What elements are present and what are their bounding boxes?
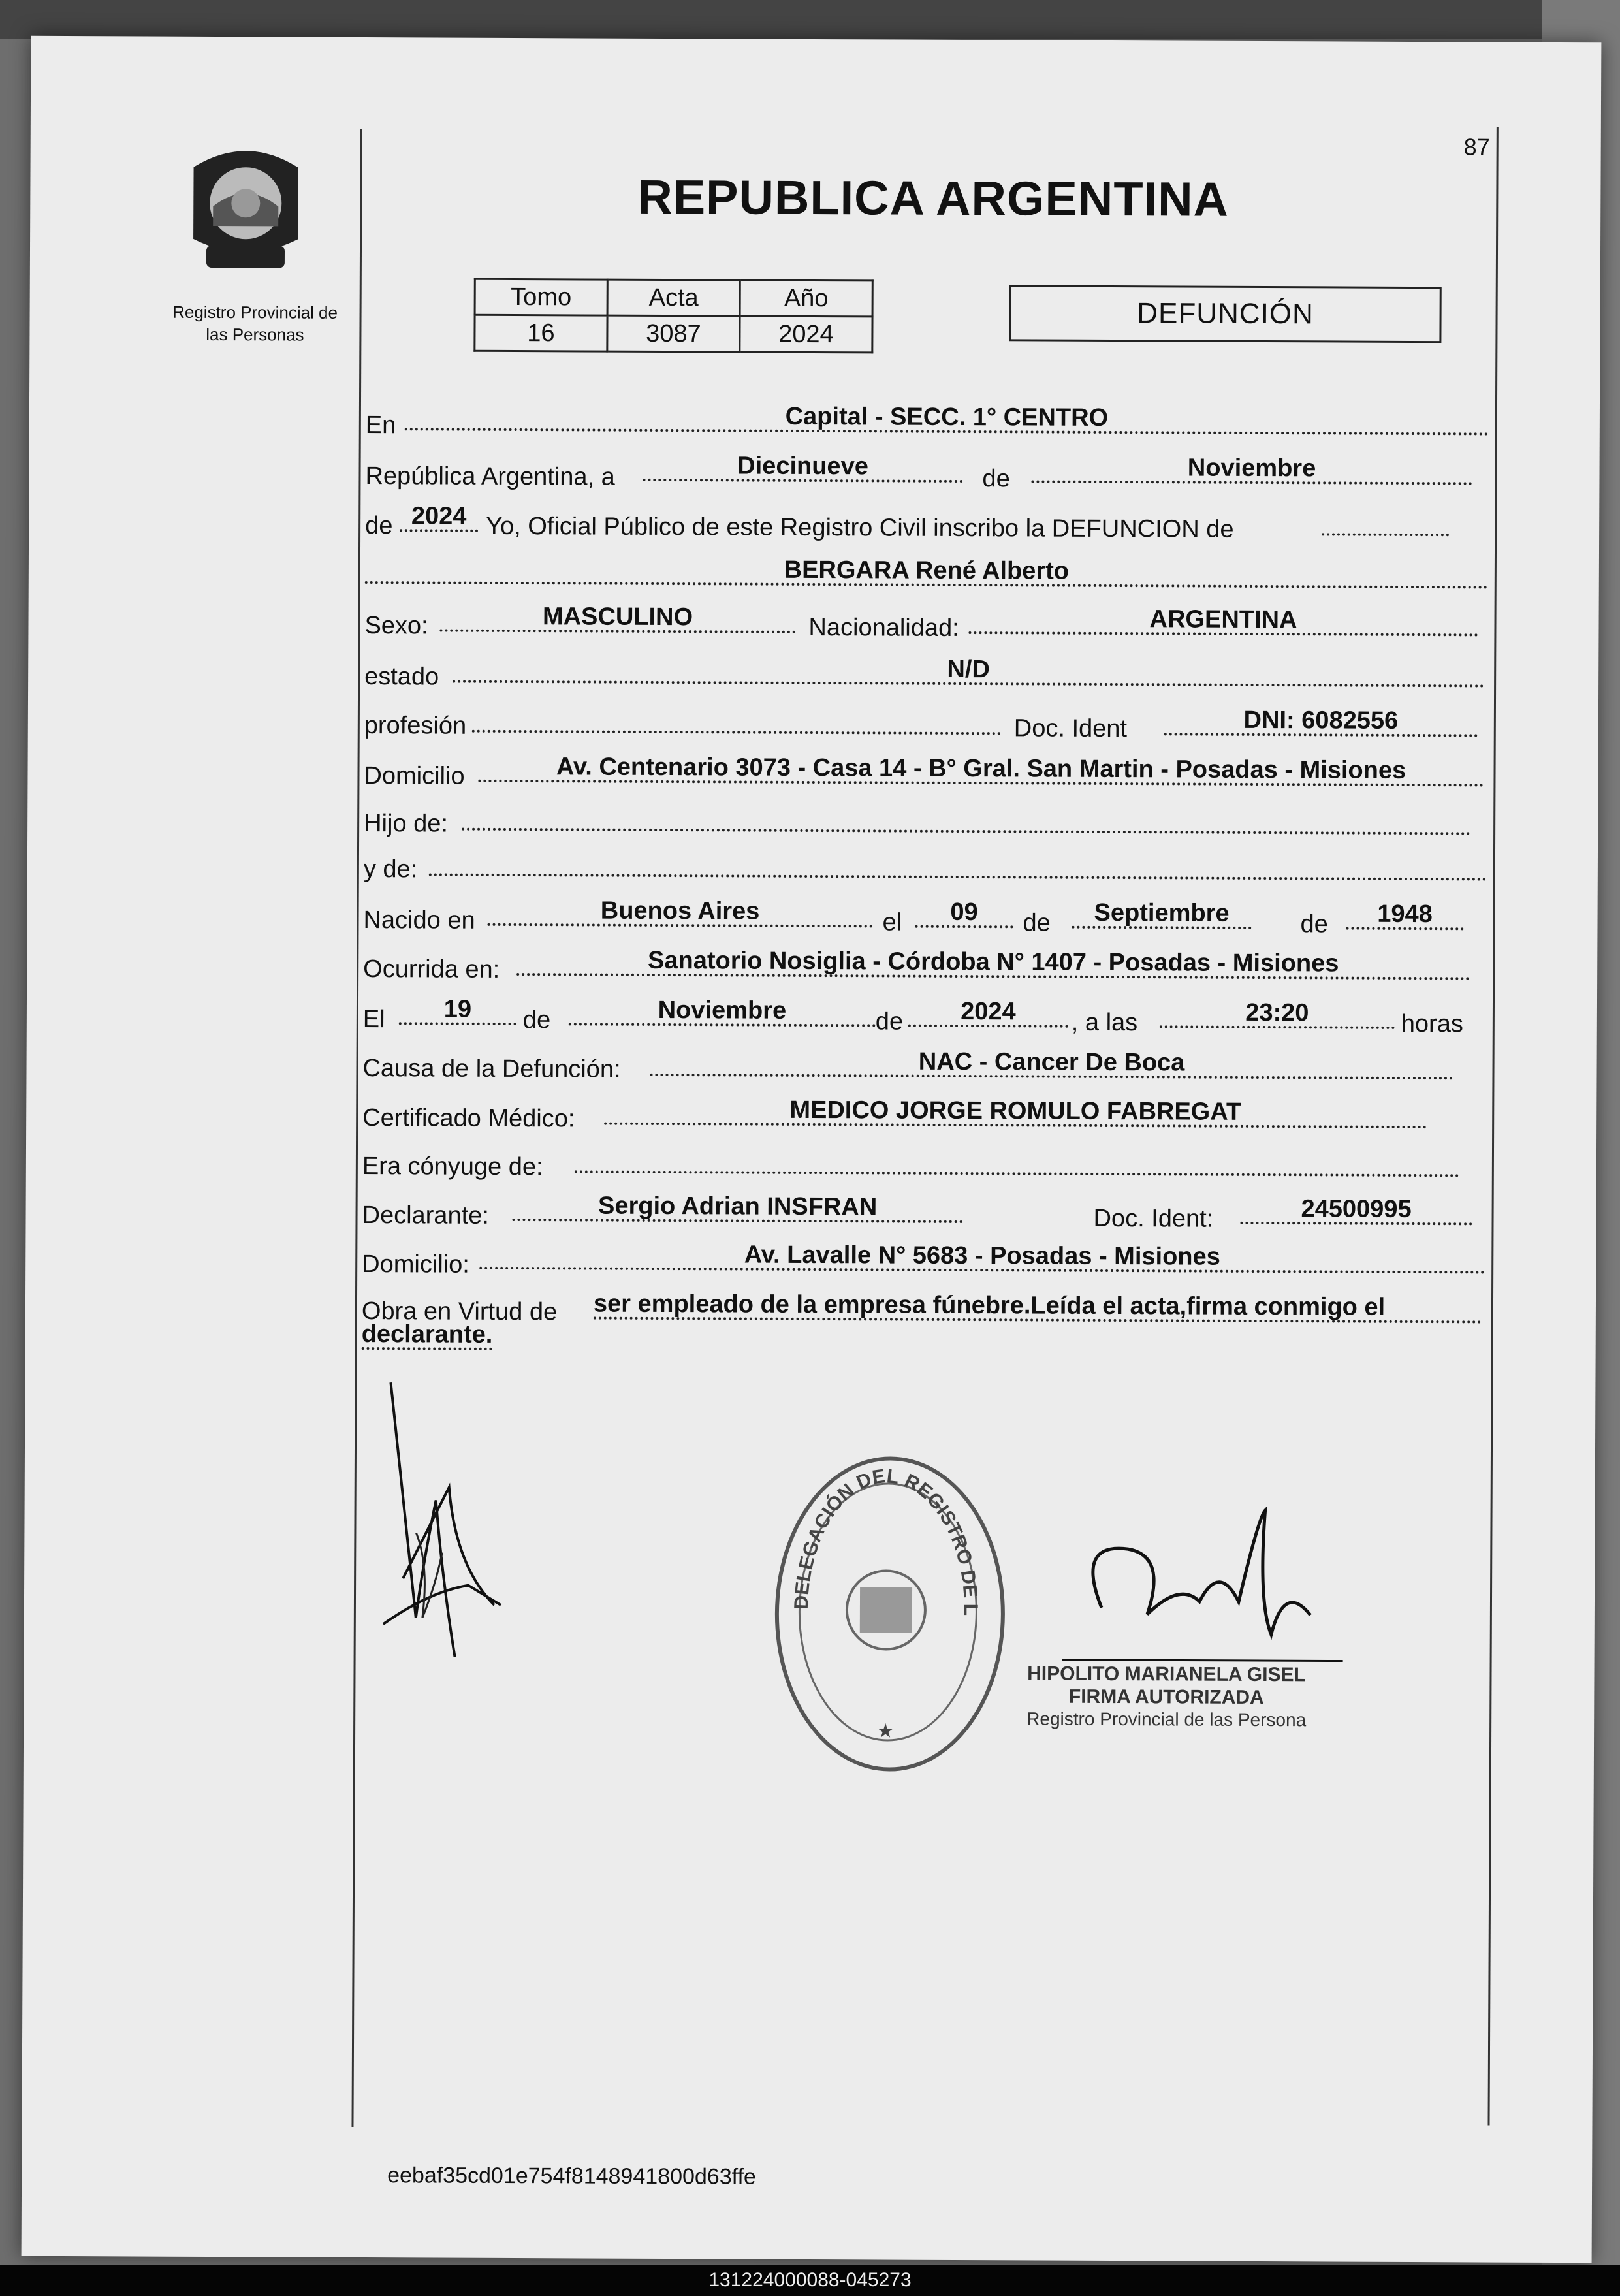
- registry-name-line1: Registro Provincial de: [172, 302, 338, 323]
- horas-label: horas: [1401, 1010, 1463, 1038]
- el-label: el: [882, 908, 902, 936]
- certificado-field: MEDICO JORGE ROMULO FABREGAT: [604, 1096, 1427, 1128]
- el-label-2: El: [362, 1006, 385, 1034]
- signer-name: HIPOLITO MARIANELA GISEL: [1027, 1663, 1306, 1686]
- alas-label: , a las: [1071, 1008, 1138, 1037]
- declarante-domicilio-field: Av. Lavalle N° 5683 - Posadas - Misiones: [479, 1241, 1485, 1274]
- de-label-6: de: [875, 1008, 904, 1036]
- domicilio-label-2: Domicilio:: [362, 1250, 470, 1279]
- declarante-doc-field: 24500995: [1241, 1196, 1472, 1226]
- death-time-field: 23:20: [1160, 999, 1395, 1029]
- hijo-field: [462, 802, 1470, 835]
- domicilio-field: Av. Centenario 3073 - Casa 14 - B° Gral. San Martin - Posadas - Misiones: [478, 754, 1484, 787]
- signer-org: Registro Provincial de las Persona: [1026, 1708, 1307, 1730]
- scan-background-top: [0, 0, 1620, 39]
- ano-value: 2024: [740, 316, 872, 353]
- acta-value: 3087: [607, 315, 740, 352]
- record-table: [473, 278, 873, 354]
- causa-field: NAC - Cancer De Boca: [650, 1047, 1453, 1079]
- right-margin-line: [1487, 127, 1498, 2126]
- tomo-value: 16: [475, 315, 607, 351]
- statement-continuation-line: [1322, 507, 1449, 536]
- obra-field-line1: ser empleado de la empresa fúnebre.Leída el acta,firma conmigo el: [594, 1291, 1482, 1324]
- profesion-label: profesión: [364, 712, 467, 740]
- doc-ident-label: Doc. Ident: [1013, 714, 1128, 743]
- stamp-text-arc: DELEGACIÓN DEL REGISTRO DE LAS: [790, 1465, 981, 1616]
- death-year-field: 2024: [908, 998, 1068, 1028]
- document-hash: eebaf35cd01e754f8148941800d63ffe: [387, 2163, 756, 2190]
- registration-year-field: 2024: [400, 503, 478, 532]
- conyuge-field: [575, 1144, 1459, 1177]
- doc-ident-field: DNI: 6082556: [1164, 707, 1478, 737]
- page-number: 87: [1463, 133, 1490, 161]
- de-label-2: de: [365, 512, 393, 540]
- yde-field: [429, 847, 1487, 880]
- declarante-label: Declarante:: [362, 1201, 489, 1230]
- deceased-name-field: BERGARA René Alberto: [365, 555, 1488, 589]
- de-label-5: de: [522, 1006, 551, 1034]
- estado-field: N/D: [453, 654, 1484, 688]
- certificate-page: [22, 36, 1602, 2263]
- causa-label: Causa de la Defunción:: [362, 1055, 621, 1083]
- death-place-field: Sanatorio Nosiglia - Córdoba N° 1407 - Posadas - Misiones: [516, 947, 1470, 980]
- sexo-label: Sexo:: [364, 612, 428, 640]
- record-table-value-row: [475, 315, 872, 353]
- sexo-field: MASCULINO: [439, 603, 795, 633]
- de-label-1: de: [982, 465, 1010, 493]
- registration-month-field: Noviembre: [1031, 454, 1472, 485]
- birth-day-field: 09: [915, 899, 1013, 929]
- registry-name-line2: las Personas: [206, 324, 304, 345]
- certificado-label: Certificado Médico:: [362, 1104, 575, 1133]
- declarant-signature: [376, 1369, 534, 1680]
- ocurrida-label: Ocurrida en:: [363, 955, 500, 983]
- nacido-label: Nacido en: [363, 906, 475, 934]
- header-tomo: Tomo: [475, 279, 607, 315]
- nacionalidad-field: ARGENTINA: [968, 605, 1478, 636]
- svg-text:★: ★: [876, 1720, 895, 1742]
- hijo-label: Hijo de:: [364, 810, 449, 838]
- birth-month-field: Septiembre: [1072, 900, 1251, 929]
- province-logo: [180, 141, 311, 289]
- document-type: DEFUNCIÓN: [1137, 297, 1314, 330]
- record-table-header-row: [475, 279, 872, 317]
- death-day-field: 19: [399, 996, 516, 1025]
- header-ano: Año: [740, 280, 872, 317]
- de-label-3: de: [1023, 909, 1051, 937]
- left-margin-line: [351, 129, 362, 2127]
- page-title: REPUBLICA ARGENTINA: [637, 169, 1230, 227]
- footer-code: 131224000088-045273: [708, 2269, 912, 2291]
- obra-field-line2: declarante.: [362, 1321, 492, 1350]
- registration-day-field: Diecinueve: [643, 453, 962, 483]
- conyuge-label: Era cónyuge de:: [362, 1153, 543, 1181]
- document-type-box: [1009, 285, 1441, 343]
- obra-label: Obra en Virtud de: [361, 1297, 558, 1326]
- header-acta: Acta: [607, 279, 740, 316]
- oficial-statement: Yo, Oficial Público de este Registro Civil inscribo la DEFUNCION de: [486, 512, 1234, 543]
- death-month-field: Noviembre: [569, 997, 876, 1027]
- signer-role: FIRMA AUTORIZADA: [1068, 1685, 1264, 1709]
- official-stamp-text: [774, 1456, 998, 1764]
- yde-label: y de:: [363, 855, 418, 884]
- republica-label: República Argentina, a: [365, 462, 615, 491]
- en-label: En: [365, 411, 396, 439]
- scan-footer: [0, 2265, 1620, 2296]
- doc-ident-label-2: Doc. Ident:: [1093, 1204, 1214, 1233]
- birthplace-field: Buenos Aires: [487, 897, 872, 928]
- de-label-4: de: [1300, 910, 1328, 938]
- profesion-field: [472, 704, 1001, 735]
- birth-year-field: 1948: [1346, 901, 1463, 931]
- place-field: Capital - SECC. 1° CENTRO: [405, 402, 1489, 435]
- nacionalidad-label: Nacionalidad:: [808, 613, 959, 642]
- declarante-field: Sergio Adrian INSFRAN: [513, 1192, 963, 1223]
- domicilio-label: Domicilio: [364, 762, 465, 790]
- estado-label: estado: [364, 663, 439, 691]
